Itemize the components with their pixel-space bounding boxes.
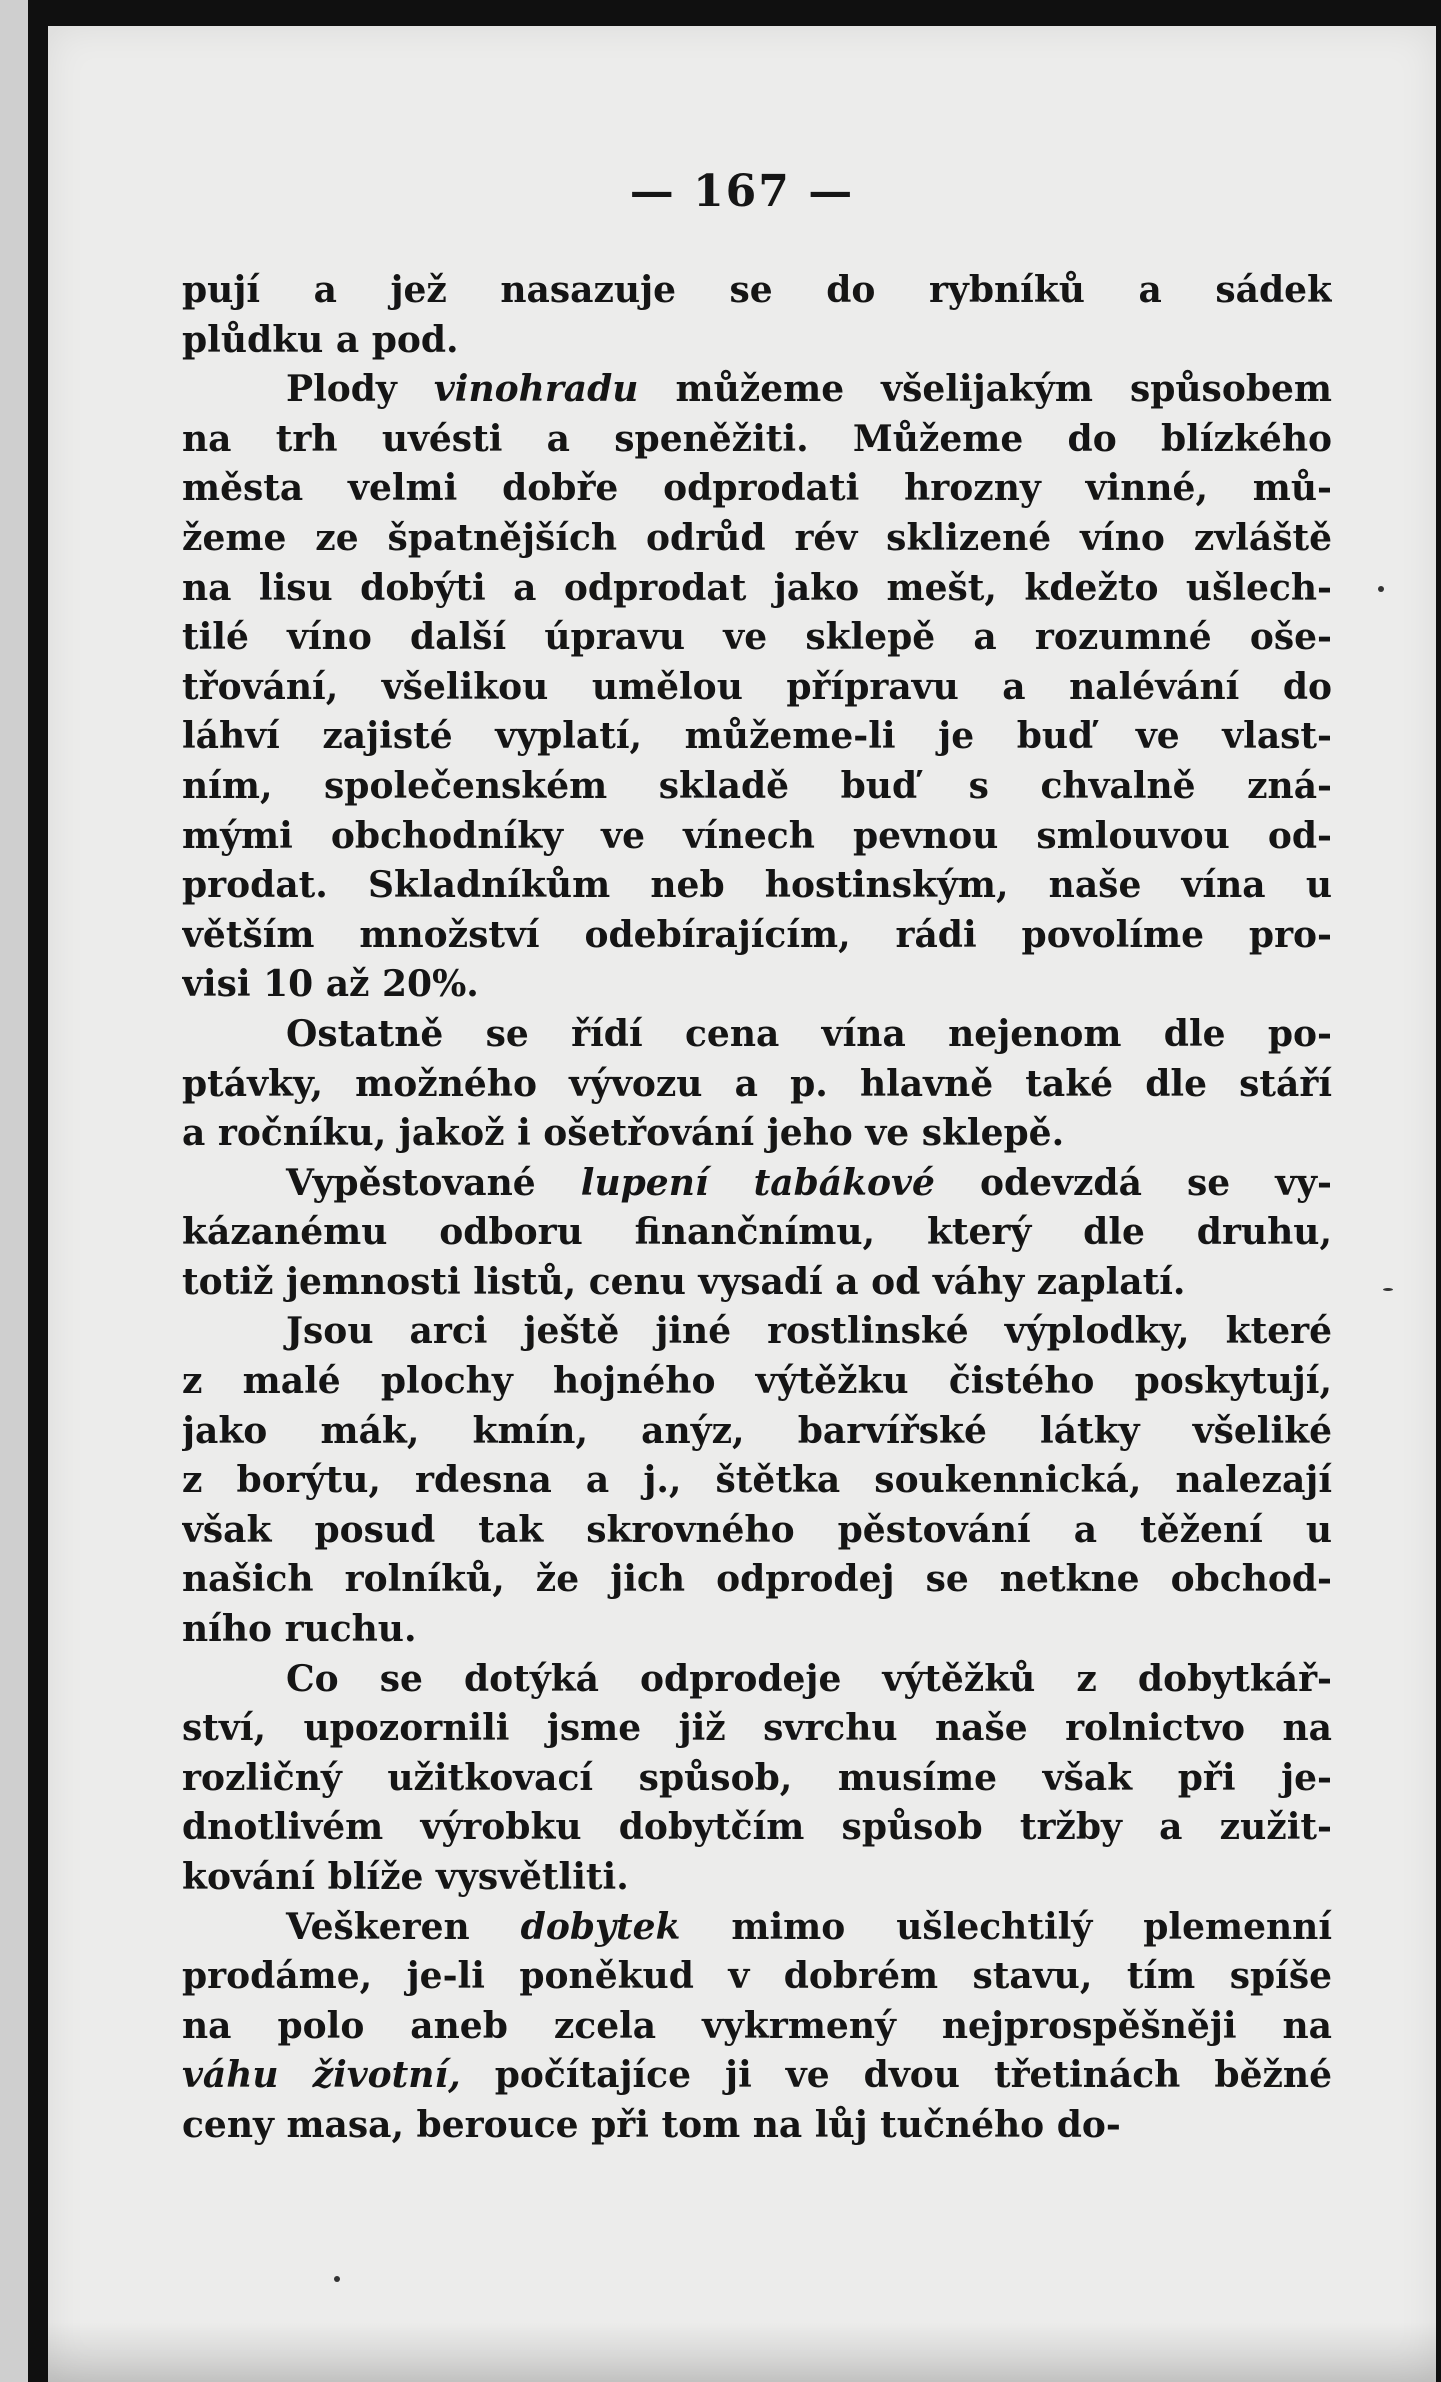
text-line bbox=[182, 514, 1332, 564]
text-line bbox=[182, 1159, 1332, 1209]
text-line bbox=[182, 712, 1332, 762]
text-run: kázanému odboru finančnímu, který dle druhu, bbox=[182, 1211, 1332, 1254]
text-line bbox=[182, 1060, 1332, 1110]
text-run: odevzdá se vy- bbox=[934, 1161, 1332, 1204]
text-run: ství, upozornili jsme již svrchu naše rolnictvo na bbox=[182, 1707, 1332, 1750]
text-run: Jsou arci ještě jiné rostlinské výplodky, které bbox=[286, 1310, 1332, 1353]
text-run: ptávky, možného vývozu a p. hlavně také dle stáří bbox=[182, 1062, 1332, 1105]
text-line bbox=[182, 1506, 1332, 1556]
text-run: prodáme, je-li poněkud v dobrém stavu, tím spíše bbox=[182, 1955, 1332, 1998]
text-line bbox=[182, 1010, 1332, 1060]
text-line bbox=[182, 613, 1332, 663]
text-line bbox=[182, 1307, 1332, 1357]
text-run: a ročníku, jakož i ošetřování jeho ve sklepě. bbox=[182, 1112, 1065, 1155]
text-line bbox=[182, 564, 1332, 614]
text-line bbox=[182, 1208, 1332, 1258]
text-line bbox=[182, 1407, 1332, 1457]
text-line bbox=[182, 1456, 1332, 1506]
text-run: ního ruchu. bbox=[182, 1608, 417, 1651]
text-run: plůdku a pod. bbox=[182, 318, 459, 361]
text-line bbox=[182, 415, 1332, 465]
text-line bbox=[182, 1258, 1332, 1308]
italic-term: dobytek bbox=[520, 1905, 681, 1948]
text-run: Co se dotýká odprodeje výtěžků z dobytkář- bbox=[286, 1657, 1332, 1700]
text-run: Plody bbox=[286, 368, 434, 411]
text-run: počítajíce ji ve dvou třetinách běžné bbox=[460, 2054, 1332, 2097]
text-line bbox=[182, 1704, 1332, 1754]
text-run: tilé víno další úpravu ve sklepě a rozumné oše- bbox=[182, 616, 1332, 659]
italic-term: vinohradu bbox=[433, 368, 639, 411]
text-run: z malé plochy hojného výtěžku čistého poskytují, bbox=[182, 1360, 1332, 1403]
text-run: Ostatně se řídí cena vína nejenom dle po- bbox=[286, 1012, 1332, 1055]
text-run: třování, všelikou umělou přípravu a nalévání do bbox=[182, 665, 1332, 708]
text-line bbox=[182, 960, 1332, 1010]
text-line bbox=[182, 2051, 1332, 2101]
text-line bbox=[182, 762, 1332, 812]
text-line bbox=[182, 911, 1332, 961]
text-line bbox=[182, 812, 1332, 862]
text-run: žeme ze špatnějších odrůd rév sklizené víno zvláště bbox=[182, 516, 1332, 559]
text-run: Veškeren bbox=[286, 1905, 521, 1948]
text-run: mimo ušlechtilý plemenní bbox=[680, 1905, 1332, 1948]
italic-term: váhu životní, bbox=[182, 2054, 461, 2097]
text-run: ním, společenském skladě buď s chvalně zná- bbox=[182, 764, 1332, 807]
text-run: na polo aneb zcela vykrmený nejprospěšněji na bbox=[182, 2004, 1332, 2047]
speck bbox=[1378, 586, 1384, 592]
text-run: na trh uvésti a speněžiti. Můžeme do blízkého bbox=[182, 417, 1332, 460]
text-line bbox=[182, 1655, 1332, 1705]
text-run: však posud tak skrovného pěstování a těžení u bbox=[182, 1508, 1332, 1551]
text-line bbox=[182, 1357, 1332, 1407]
text-line bbox=[182, 2002, 1332, 2052]
text-line bbox=[182, 1754, 1332, 1804]
text-run: visi 10 až 20%. bbox=[182, 963, 479, 1006]
speck bbox=[1383, 1288, 1393, 1291]
text-line bbox=[182, 663, 1332, 713]
text-line bbox=[182, 365, 1332, 415]
text-run: z borýtu, rdesna a j., štětka soukennická, nalezají bbox=[182, 1459, 1332, 1502]
text-line bbox=[182, 1853, 1332, 1903]
page-bottom-shadow bbox=[48, 2322, 1436, 2382]
text-line bbox=[182, 1952, 1332, 2002]
text-run: ceny masa, berouce při tom na lůj tučného do- bbox=[182, 2103, 1121, 2146]
body-text bbox=[182, 266, 1332, 2151]
italic-term: lupení tabákové bbox=[580, 1161, 935, 1204]
text-run: dnotlivém výrobku dobytčím spůsob tržby a zužit- bbox=[182, 1806, 1332, 1849]
text-run: Vypěstované bbox=[286, 1161, 581, 1204]
text-run: pují a jež nasazuje se do rybníků a sádek bbox=[182, 269, 1332, 311]
text-run: našich rolníků, že jich odprodej se netkne obchod- bbox=[182, 1558, 1332, 1601]
text-run: mými obchodníky ve vínech pevnou smlouvou od- bbox=[182, 814, 1332, 857]
book-page bbox=[48, 26, 1436, 2382]
text-line bbox=[182, 1803, 1332, 1853]
text-run: můžeme všelijakým spůsobem bbox=[638, 368, 1332, 411]
adjacent-page-edge bbox=[0, 0, 28, 2382]
text-line bbox=[182, 464, 1332, 514]
text-run: jako mák, kmín, anýz, barvířské látky všeliké bbox=[182, 1409, 1332, 1452]
text-line bbox=[182, 1903, 1332, 1953]
text-run: prodat. Skladníkům neb hostinským, naše vína u bbox=[182, 864, 1332, 907]
text-line bbox=[182, 1605, 1332, 1655]
text-run: města velmi dobře odprodati hrozny vinné, mů- bbox=[182, 467, 1332, 510]
text-line bbox=[182, 1555, 1332, 1605]
text-run: totiž jemnosti listů, cenu vysadí a od váhy zaplatí. bbox=[182, 1260, 1186, 1303]
speck bbox=[334, 2276, 340, 2282]
text-line bbox=[182, 1109, 1332, 1159]
text-line bbox=[182, 2101, 1332, 2151]
text-run: láhví zajisté vyplatí, můžeme-li je buď ve vlast- bbox=[182, 715, 1332, 758]
text-line bbox=[182, 861, 1332, 911]
text-run: větším množství odebírajícím, rádi povolíme pro- bbox=[182, 913, 1332, 956]
text-run: kování blíže vysvětliti. bbox=[182, 1856, 629, 1898]
text-run: rozličný užitkovací spůsob, musíme však při je- bbox=[182, 1756, 1332, 1799]
text-line bbox=[182, 266, 1332, 316]
text-line bbox=[182, 316, 1332, 366]
page-number: — 167 — bbox=[629, 166, 855, 217]
text-run: na lisu dobýti a odprodat jako mešt, kdežto ušlech- bbox=[182, 566, 1332, 609]
